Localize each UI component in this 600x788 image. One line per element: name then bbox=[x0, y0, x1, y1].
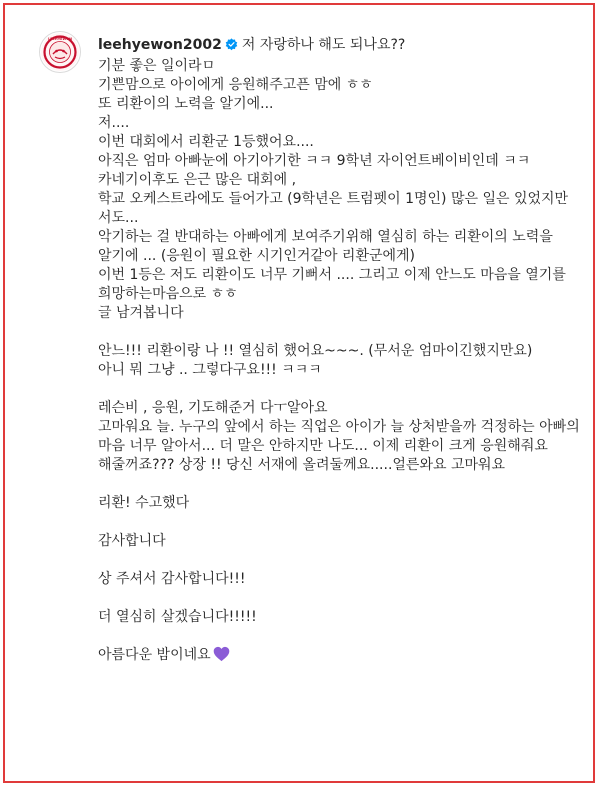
caption-header-text: 저 자랑하나 해도 되나요?? bbox=[241, 37, 406, 53]
post-frame bbox=[3, 3, 595, 783]
caption-blank-line bbox=[98, 323, 588, 342]
caption-line: 해줄꺼죠??? 상장 !! 당신 서재에 올려둘께요.....얼른와요 고마워요 bbox=[98, 457, 506, 473]
avatar-logo-text: LEEHYEWON bbox=[48, 37, 72, 42]
caption-line: 리환! 수고했다 bbox=[98, 495, 190, 511]
caption-blank-line bbox=[98, 380, 588, 399]
avatar-logo-graphic bbox=[40, 32, 80, 72]
purple-heart-icon bbox=[213, 646, 230, 668]
caption-blank-line bbox=[98, 475, 588, 494]
caption-line: 글 남겨봅니다 bbox=[98, 305, 184, 321]
caption-blank-line bbox=[98, 589, 588, 608]
caption-line: 레슨비 , 응원, 기도해준거 다ㅜ알아요 bbox=[98, 400, 328, 416]
caption-line: 악기하는 걸 반대하는 아빠에게 보여주기위해 열심히 하는 리환이의 노력을 알기에 ... (응원이 필요한 시기인거같아 리환군에게) bbox=[98, 229, 558, 264]
caption-last-line-text: 아름다운 밤이네요 bbox=[98, 647, 211, 663]
caption-line: 더 열심히 살겠습니다!!!!! bbox=[98, 609, 257, 625]
caption-line: 고마워요 늘. 누구의 앞에서 하는 직업은 아이가 늘 상처받을까 걱정하는 아빠의 마음 너무 알아서... 더 말은 안하지만 나도... 이제 리환이 크게 응원해줘요 bbox=[98, 419, 585, 454]
verified-badge-icon bbox=[225, 38, 238, 57]
caption-last-line bbox=[98, 646, 588, 668]
caption-line: 안느!!! 리환이랑 나 !! 열심히 했어요~~~. (무서운 엄마이긴했지만요) bbox=[98, 343, 533, 359]
caption-line: 아직은 엄마 아빠눈에 아기아기한 ㅋㅋ 9학년 자이언트베이비인데 ㅋㅋ bbox=[98, 153, 531, 169]
caption-blank-line bbox=[98, 627, 588, 646]
caption-line: 또 리환이의 노력을 알기에... bbox=[98, 96, 274, 112]
profile-avatar-icon[interactable] bbox=[39, 31, 81, 73]
caption-line: 상 주셔서 감사합니다!!! bbox=[98, 571, 246, 587]
caption-line: 학교 오케스트라에도 들어가고 (9학년은 트럼펫이 1명인) 많은 일은 있었지만 서도... bbox=[98, 191, 573, 226]
caption-line: 카네기이후도 은근 많은 대회에 , bbox=[98, 172, 297, 188]
caption-header bbox=[98, 36, 588, 57]
caption-line: 이번 대회에서 리환군 1등했어요.... bbox=[98, 134, 314, 150]
caption-line: 이번 1등은 저도 리환이도 너무 기뻐서 .... 그리고 이제 안느도 마음을 열기를 희망하는마음으로 ㅎㅎ bbox=[98, 267, 571, 302]
caption-line: 기쁜맘으로 아이에게 응원해주고픈 맘에 ㅎㅎ bbox=[98, 77, 373, 93]
caption-line: 기분 좋은 일이라ㅁ bbox=[98, 58, 216, 74]
caption-line: 아니 뭐 그냥 .. 그렇다구요!!! ㅋㅋㅋ bbox=[98, 362, 322, 378]
caption-line: 감사합니다 bbox=[98, 533, 166, 549]
caption-blank-line bbox=[98, 513, 588, 532]
caption-line: 저.... bbox=[98, 115, 130, 131]
username-link[interactable]: leehyewon2002 bbox=[98, 37, 222, 53]
caption-blank-line bbox=[98, 551, 588, 570]
caption-content bbox=[98, 36, 588, 668]
